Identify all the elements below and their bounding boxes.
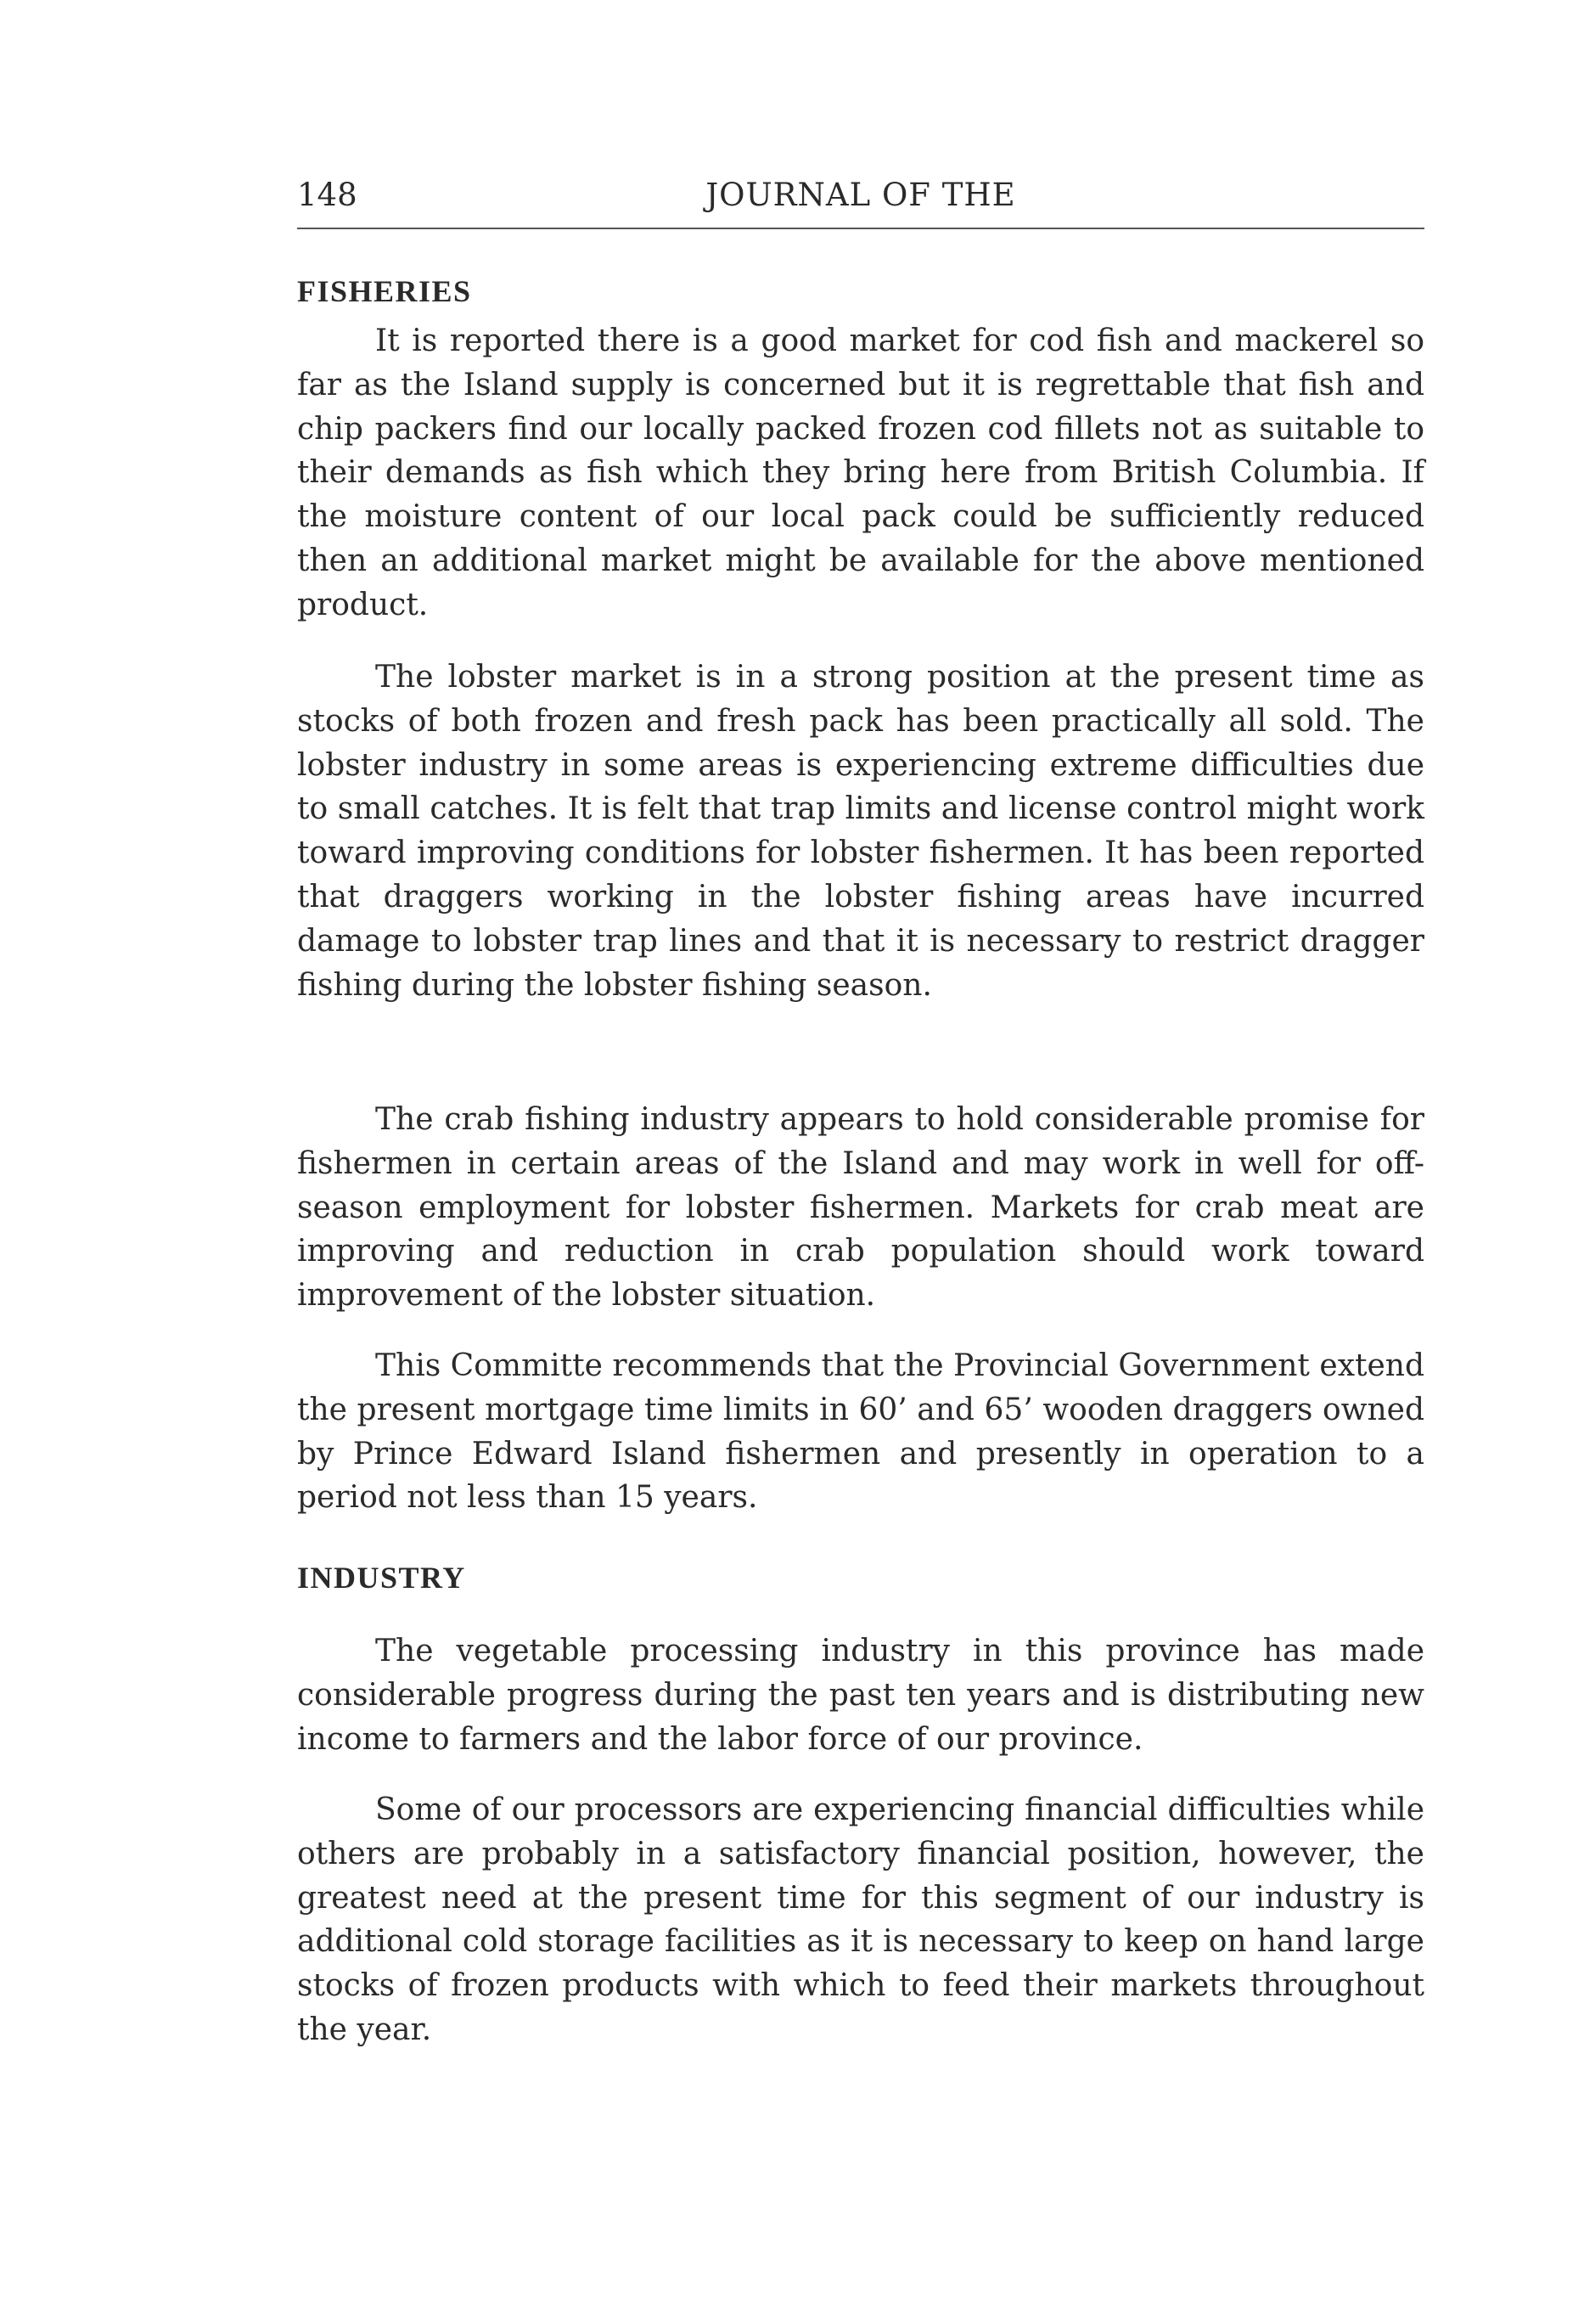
paragraph: The vegetable processing industry in this province has made considerable progress during the past ten years and is distributing new income to farmers and the labor force of our province.: [297, 1634, 1424, 1757]
header-rule: [297, 228, 1424, 229]
running-title: JOURNAL OF THE: [705, 177, 1016, 213]
section-heading-fisheries: FISHERIES: [297, 274, 472, 308]
section-heading-industry: INDUSTRY: [297, 1561, 466, 1595]
paragraph: The lobster market is in a strong position at the present time as stocks of both frozen and fresh pack has been practically all sold. The lobster industry in some areas is experiencing extreme difficulties due to small catches. It is felt that trap limits and license control might work toward improving conditions for lobster fishermen. It has been reported that draggers working in the lobster fishing areas have incurred damage to lobster trap lines and that it is necessary to restrict dragger fishing during the lobster fishing season.: [297, 660, 1424, 1003]
paragraph: This Committe recommends that the Provincial Government extend the present mortgage time limits in 60’ and 65’ wooden draggers owned by Prince Edward Island fishermen and presently in operation to a period not less than 15 years.: [297, 1348, 1424, 1516]
page-number: 148: [297, 177, 357, 213]
paragraph: It is reported there is a good market for cod fish and mackerel so far as the Island supply is concerned but it is regrettable that fish and chip packers find our locally packed frozen cod fillets not as suitable to their demands as fish which they bring here from British Columbia. If the moisture content of our local pack could be sufficiently reduced then an additional market might be available for the above mentioned product.: [297, 324, 1424, 622]
paragraph: Some of our processors are experiencing financial difficulties while others are probably in a satisfactory financial position, however, the greatest need at the present time for this segment of our industry is additional cold storage facilities as it is necessary to keep on hand large stocks of frozen products with which to feed their markets throughout the year.: [297, 1792, 1424, 2047]
running-header: [297, 170, 1424, 221]
paragraph: The crab fishing industry appears to hold considerable promise for fishermen in certain areas of the Island and may work in well for off-season employment for lobster fishermen. Markets for crab meat are improving and reduction in crab population should work toward improvement of the lobster situation.: [297, 1102, 1424, 1314]
